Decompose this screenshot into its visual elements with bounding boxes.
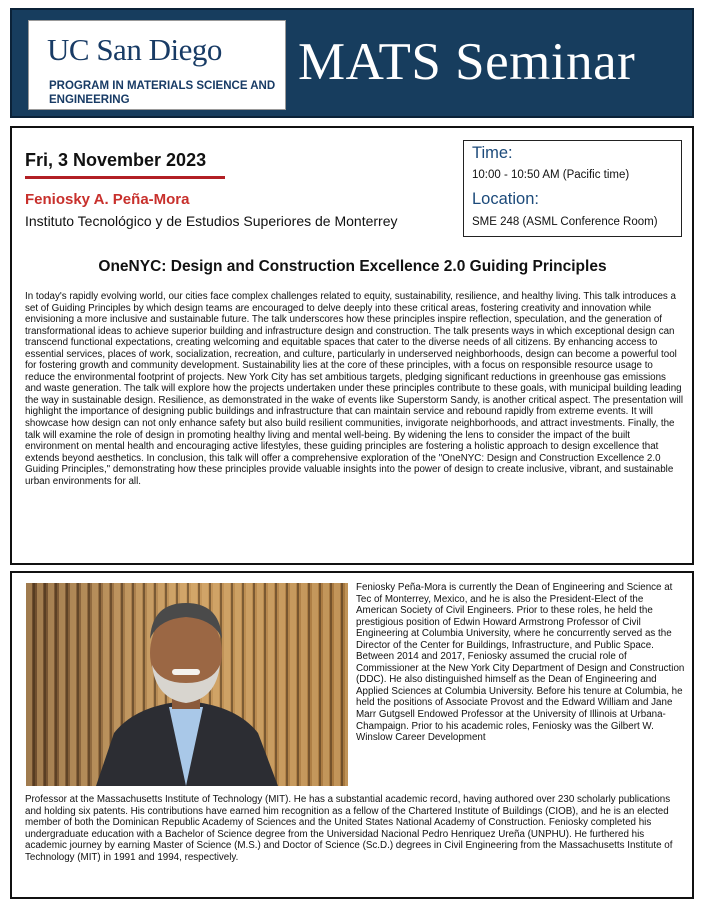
event-date: Fri, 3 November 2023	[25, 150, 207, 170]
seminar-title: MATS Seminar	[298, 33, 636, 91]
speaker-bio-part1: Feniosky Peña-Mora is currently the Dean of Engineering and Science at Tec of Monterrey, Mexico, and he is also the President-Elect of the American Society of Civil Engineers. Prior to these roles, he held the prestigious position of Edwin Howard Armstrong Professor of Civil Engineering at Columbia University, where he concurrently served as the Director of the Center for Buildings, Infrastructure, and Public Space. Between 2014 and 2017, Feniosky assumed the crucial role of Commissioner at the New York City Department of Design and Construction (DDC). He also distinguished himself as the Dean of Engineering and Applied Sciences at Columbia University. Before his tenure at Columbia, he held the positions of Associate Provost and the Edward William and Jane Marr Gutgsell Endowed Professor at the University of Illinois at Urbana-Champaign. Prior to his academic roles, Feniosky was the Gilbert W. Winslow Career Development	[356, 582, 685, 744]
logo-university-name: UC San Diego	[47, 32, 222, 67]
talk-abstract: In today's rapidly evolving world, our cities face complex challenges related to equity, sustainability, resilience, and healthy living. This talk introduces a set of Guiding Principles by which design teams are encouraged to delve deeply into these critical areas, fostering creativity and innovation while envisioning a more inclusive and sustainable future. The talk underscores how these principles inspire reflection, speculation, and the generation of transformational ideas to achieve superior building and infrastructure design and construction. The talk presents ways in which exceptional design can transcend functional expectations, creating welcoming and equitable spaces that cater to the diverse needs of all citizens. By enhancing access to essential services, places of work, socialization, recreation, and culture, particularly in underserved neighborhoods, design can become a powerful tool for fostering growth and community development. Sustainability lies at the core of these principles, with a focus on responsible resource usage to reduce the environmental footprint of projects. New York City has set ambitious targets, pledging significant reductions in greenhouse gas emissions and waste generation. The talk will explore how the projects undertaken under these principles contribute to these goals, with municipal building leading the way in sustainable design. Resilience, as demonstrated in the wake of events like Superstorm Sandy, is another critical aspect. The presentation will highlight the importance of designing public buildings and infrastructure that can maintain service and rebound rapidly from extreme events. It will showcase how design can not only enhance safety but also build resilient communities, invigorate neighborhoods, and attract investments. Finally, the talk will examine the role of design in promoting healthy living and mental well-being. By widening the lens to consider the impact of the built environment on mental health and encouraging active lifestyles, these guiding principles are fostering a holistic approach to design excellence that extends beyond aesthetics. In conclusion, this talk will offer a comprehensive exploration of the "OneNYC: Design and Construction Excellence 2.0 Guiding Principles," demonstrating how these principles provide valuable insights into the power of design to create inclusive, vibrant, and sustainable urban environments for all.	[25, 291, 684, 487]
speaker-name: Feniosky A. Peña-Mora	[25, 191, 190, 208]
speaker-photo	[26, 583, 348, 786]
date-underline	[25, 176, 225, 179]
header-banner	[10, 8, 694, 118]
time-label: Time:	[472, 144, 513, 162]
logo-program-name: PROGRAM IN MATERIALS SCIENCE AND ENGINEERING	[49, 80, 276, 106]
speaker-bio-part2: Professor at the Massachusetts Institute of Technology (MIT). He has a substantial academic record, having authored over 230 scholarly publications and holding six patents. His contributions have earned him recognition as a fellow of the Chartered Institute of Buildings (CIOB), and he is an elected member of both the Dominican Republic Academy of Sciences and the United States National Academy of Construction. Feniosky completed his undergraduate education with a Bachelor of Science degree from the Universidad Nacional Pedro Henriquez Ureña (UNPHU). He furthered his academic journey by earning Master of Science (M.S.) and Doctor of Science (Sc.D.) degrees in Civil Engineering from the Massachusetts Institute of Technology (MIT) in 1991 and 1994, respectively.	[25, 794, 673, 863]
location-value: SME 248 (ASML Conference Room)	[472, 216, 658, 228]
talk-title: OneNYC: Design and Construction Excellence 2.0 Guiding Principles	[98, 258, 607, 275]
location-label: Location:	[472, 190, 539, 208]
time-location-box	[463, 140, 682, 237]
time-value: 10:00 - 10:50 AM (Pacific time)	[472, 169, 630, 181]
ucsd-logo	[28, 20, 286, 110]
speaker-affiliation: Instituto Tecnológico y de Estudios Superiores de Monterrey	[25, 213, 398, 229]
